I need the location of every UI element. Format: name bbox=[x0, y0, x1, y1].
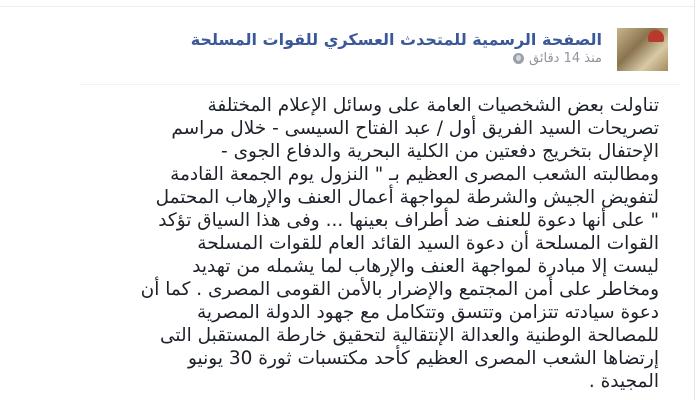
divider bbox=[0, 6, 694, 7]
post-text-line: تناولت بعض الشخصيات العامة على وسائل الإعلام المختلفة bbox=[207, 95, 659, 116]
post-text-line: الإحتفال بتخريج دفعتين من الكلية البحرية والدفاع الجوى - bbox=[221, 141, 659, 162]
author-name-link[interactable]: الصفحة الرسمية للمتحدث العسكري للقوات المسلحة bbox=[190, 30, 602, 49]
timestamp-link[interactable]: منذ 14 دقائق bbox=[529, 51, 602, 66]
post-text-line: تصريحات السيد الفريق أول / عبد الفتاح السيسى - خلال مراسم bbox=[171, 118, 659, 139]
post-meta bbox=[513, 51, 602, 66]
globe-icon[interactable] bbox=[513, 53, 524, 64]
post-text-line: ومخاطر على أمن المجتمع والإضرار بالأمن القومى المصرى . كما أن bbox=[140, 279, 659, 300]
post-text-line: إرتضاها الشعب المصرى العظيم كأحد مكتسبات ثورة 30 يونيو bbox=[187, 348, 659, 369]
author-avatar[interactable] bbox=[617, 28, 668, 71]
divider bbox=[80, 84, 680, 85]
post-text-line: ومطالبته الشعب المصرى العظيم بـ " النزول يوم الجمعة القادمة bbox=[170, 164, 659, 185]
post-text-line: ليست إلا مبادرة لمواجهة العنف والإرهاب لما يشمله من تهديد bbox=[192, 256, 659, 277]
post-text-line: المجيدة . bbox=[588, 371, 659, 392]
avatar-image-detail bbox=[648, 30, 664, 42]
post-text-line: القوات المسلحة أن دعوة السيد القائد العام للقوات المسلحة bbox=[197, 233, 659, 254]
post-text-line: دعوة سيادته تتزامن وتتسق وتتكامل مع جهود الدولة المصرية bbox=[197, 302, 659, 323]
post-text-line: " على أنها دعوة للعنف ضد أطراف بعينها ... وفى هذا السياق تؤكد bbox=[158, 210, 659, 231]
post-text-line: للمصالحة الوطنية والعدالة الإنتقالية لتحقيق خارطة المستقبل التى bbox=[159, 325, 659, 346]
post-text-line: لتفويض الجيش والشرطة لمواجهة أعمال العنف والإرهاب المحتمل bbox=[155, 187, 659, 208]
post-text bbox=[59, 94, 659, 393]
